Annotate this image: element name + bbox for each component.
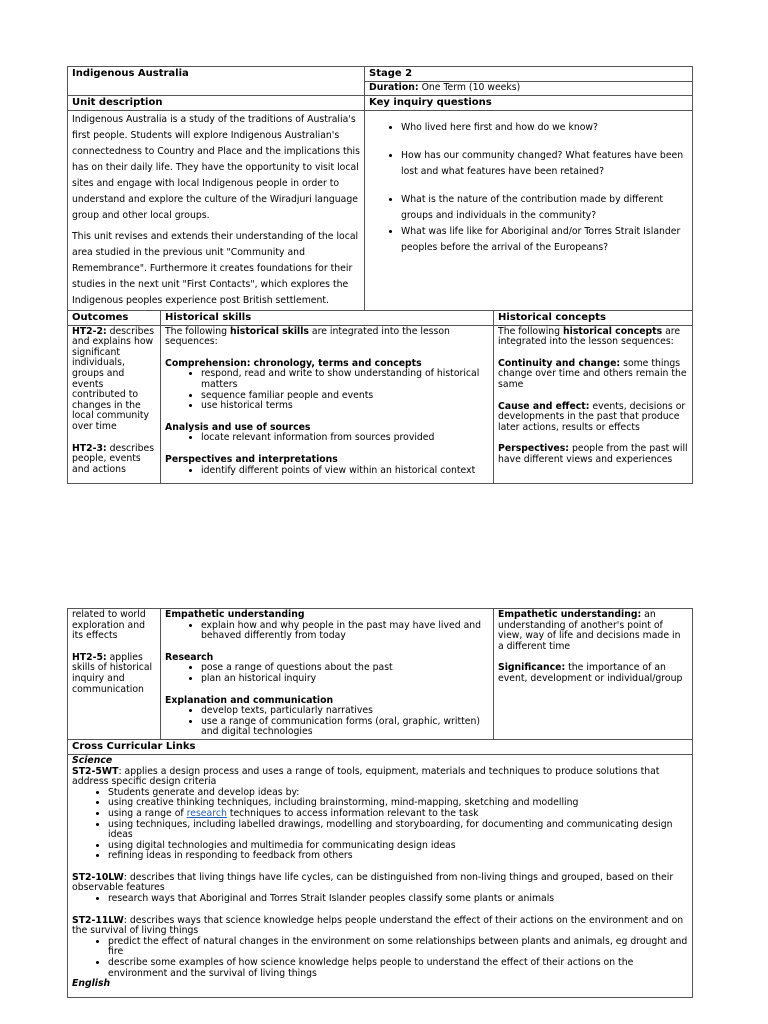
research-heading: Research — [165, 651, 214, 663]
outcome-ht2-2: HT2-2: describes and explains how significant individuals, groups and events contributed to changes in the local community over time — [72, 325, 155, 432]
concept-cause: Cause and effect: events, decisions or developments in the past that produce later actions, results or effects — [498, 400, 686, 433]
st2-10lw-list — [72, 894, 688, 905]
list-item: • use historical terms — [201, 401, 489, 412]
skills-cell — [161, 325, 494, 483]
duration-value: One Term (10 weeks) — [421, 82, 521, 93]
concept-significance: Significance: the importance of an event, development or individual/group — [498, 662, 683, 684]
list-item: • predict the effect of natural changes in the environment on some relationships between plants and animals, eg drought and fire — [108, 937, 688, 958]
outcomes-heading: Outcomes — [68, 310, 161, 325]
cross-curricular-cell — [68, 754, 693, 997]
unit-description — [68, 110, 365, 310]
concepts-cell-continued — [494, 609, 693, 740]
research-link[interactable]: research — [186, 807, 227, 819]
duration-label: Duration: — [369, 82, 419, 93]
st2-5wt-list — [72, 788, 688, 862]
list-item: • sequence familiar people and events — [201, 391, 489, 402]
concept-perspectives: Perspectives: people from the past will have different views and experiences — [498, 443, 688, 465]
outcomes-cell — [68, 325, 161, 483]
analysis-list — [165, 433, 489, 444]
concepts-heading: Historical concepts — [494, 310, 693, 325]
list-item: • locate relevant information from sources provided — [201, 433, 489, 444]
duration — [365, 82, 693, 96]
inquiry-list — [369, 120, 688, 256]
list-item: • use a range of communication forms (oral, graphic, written) and digital technologies — [201, 717, 489, 738]
list-item: • describe some examples of how science knowledge helps people to understand the effect of their actions on the environment and the survival of living things — [108, 958, 688, 979]
outcome-ht2-3: HT2-3: describes people, events and actions — [72, 442, 155, 475]
inquiry-questions — [365, 110, 693, 310]
stage-label: Stage 2 — [365, 67, 693, 82]
skills-heading: Historical skills — [161, 310, 494, 325]
english-heading: English — [72, 978, 111, 990]
unit-title: Indigenous Australia — [68, 67, 365, 96]
unit-overview-table-continued — [67, 608, 693, 998]
unit-description-heading: Unit description — [68, 95, 365, 110]
cross-curricular-heading: Cross Curricular Links — [68, 739, 693, 754]
list-item: • using digital technologies and multimedia for communicating design ideas — [108, 841, 688, 852]
concept-continuity: Continuity and change: some things change over time and others remain the same — [498, 357, 687, 390]
inquiry-heading: Key inquiry questions — [365, 95, 693, 110]
skills-intro: The following historical skills are integrated into the lesson sequences: — [165, 325, 450, 348]
inquiry-question: • Who lived here first and how do we know? — [401, 120, 688, 136]
list-item: • using a range of research techniques to access information relevant to the task — [108, 809, 688, 820]
list-item: • identify different points of view within an historical context — [201, 466, 489, 477]
empathetic-heading: Empathetic understanding — [165, 609, 305, 620]
outcome-ht2-3-continued: related to world exploration and its effects — [72, 609, 146, 642]
list-item: • explain how and why people in the past may have lived and behaved differently from today — [201, 621, 489, 642]
list-item: • respond, read and write to show understanding of historical matters — [201, 369, 489, 390]
outcome-st2-11lw: ST2-11LW: describes ways that science knowledge helps people understand the effect of their actions on the environment and on the survival of living things — [72, 914, 684, 937]
list-item: • using techniques, including labelled drawings, modelling and storyboarding, for documenting and communicating design ideas — [108, 820, 688, 841]
comprehension-heading: Comprehension: chronology, terms and concepts — [165, 357, 422, 369]
inquiry-question: • What was life like for Aboriginal and/or Torres Strait Islander peoples before the arrival of the Europeans? — [401, 224, 688, 256]
analysis-heading: Analysis and use of sources — [165, 421, 311, 433]
list-item: • plan an historical inquiry — [201, 674, 489, 685]
concepts-cell — [494, 325, 693, 483]
concepts-intro: The following historical concepts are integrated into the lesson sequences: — [498, 325, 681, 348]
inquiry-question: • How has our community changed? What features have been lost and what features have been retained? — [401, 148, 688, 180]
list-item: • using creative thinking techniques, including brainstorming, mind-mapping, sketching and modelling — [108, 798, 688, 809]
comprehension-list — [165, 369, 489, 411]
concept-empathetic: Empathetic understanding: an understanding of another's point of view, way of life and decisions made in a different time — [498, 609, 681, 652]
outcome-ht2-5: HT2-5: applies skills of historical inquiry and communication — [72, 651, 153, 695]
list-item: • research ways that Aboriginal and Torres Strait Islander peoples classify some plants or animals — [108, 894, 688, 905]
unit-overview-table — [67, 66, 693, 484]
outcome-st2-10lw: ST2-10LW: describes that living things have life cycles, can be distinguished from non-living things and grouped, based on their observable features — [72, 871, 674, 894]
list-item: • pose a range of questions about the past — [201, 663, 489, 674]
outcomes-cell-continued — [68, 609, 161, 740]
st2-11lw-list — [72, 937, 688, 979]
research-list — [165, 663, 489, 684]
outcome-st2-5wt: ST2-5WT: applies a design process and uses a range of tools, equipment, materials and techniques to produce solutions that address specific design criteria — [72, 765, 660, 788]
skills-cell-continued — [161, 609, 494, 740]
perspectives-list — [165, 466, 489, 477]
list-item: • Students generate and develop ideas by: — [108, 788, 688, 799]
inquiry-question: • What is the nature of the contribution made by different groups and individuals in the community? — [401, 192, 688, 224]
description-paragraph-2: This unit revises and extends their understanding of the local area studied in the previous unit "Community and Remembrance". Furthermore it creates foundations for their studies in the next unit "First Contacts", which explores the Indigenous peoples experience post British settlement. — [72, 230, 359, 306]
science-heading: Science — [72, 754, 113, 766]
explanation-list — [165, 706, 489, 738]
explanation-heading: Explanation and communication — [165, 694, 334, 706]
perspectives-heading: Perspectives and interpretations — [165, 453, 338, 465]
empathetic-list — [165, 621, 489, 642]
list-item: • refining ideas in responding to feedback from others — [108, 851, 688, 862]
description-paragraph-1: Indigenous Australia is a study of the traditions of Australia's first people. Students will explore Indigenous Australian's connectedness to Country and Place and the implications this has on their daily life. They have the opportunity to visit local sites and engage with local Indigenous people in order to understand and explore the culture of the Wiradjuri language group and other local groups. — [72, 113, 360, 221]
list-item: • develop texts, particularly narratives — [201, 706, 489, 717]
